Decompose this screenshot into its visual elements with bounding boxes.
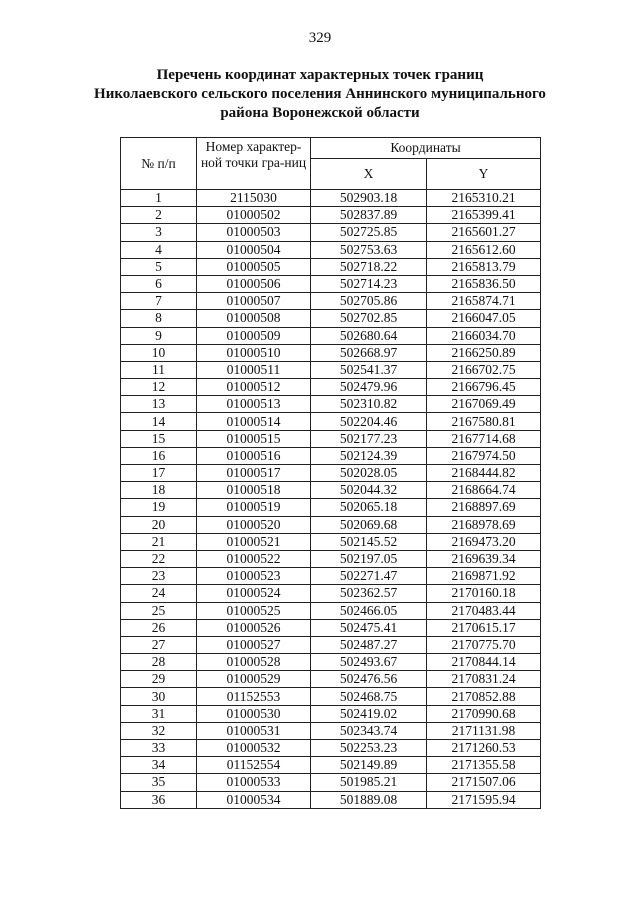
y-coordinate-cell: 2168978.69 <box>427 516 541 533</box>
header-y: Y <box>427 159 541 190</box>
table-row <box>121 275 541 292</box>
point-number-cell: 01152553 <box>197 688 311 705</box>
table-row <box>121 190 541 207</box>
y-coordinate-cell: 2170990.68 <box>427 705 541 722</box>
table-row <box>121 774 541 791</box>
x-coordinate-cell: 502837.89 <box>311 207 427 224</box>
y-coordinate-cell: 2170615.17 <box>427 619 541 636</box>
table-row <box>121 361 541 378</box>
x-coordinate-cell: 502044.32 <box>311 482 427 499</box>
y-coordinate-cell: 2170844.14 <box>427 654 541 671</box>
point-number-cell: 01000518 <box>197 482 311 499</box>
header-row <box>121 138 541 159</box>
row-number-cell: 25 <box>121 602 197 619</box>
y-coordinate-cell: 2165310.21 <box>427 190 541 207</box>
table-row <box>121 550 541 567</box>
x-coordinate-cell: 502493.67 <box>311 654 427 671</box>
y-coordinate-cell: 2170483.44 <box>427 602 541 619</box>
row-number-cell: 9 <box>121 327 197 344</box>
y-coordinate-cell: 2171355.58 <box>427 757 541 774</box>
y-coordinate-cell: 2165399.41 <box>427 207 541 224</box>
row-number-cell: 2 <box>121 207 197 224</box>
point-number-cell: 01000504 <box>197 241 311 258</box>
point-number-cell: 01000524 <box>197 585 311 602</box>
point-number-cell: 01000511 <box>197 361 311 378</box>
row-number-cell: 28 <box>121 654 197 671</box>
point-number-cell: 01000521 <box>197 533 311 550</box>
point-number-cell: 2115030 <box>197 190 311 207</box>
table-row <box>121 671 541 688</box>
row-number-cell: 23 <box>121 568 197 585</box>
table-row <box>121 722 541 739</box>
row-number-cell: 8 <box>121 310 197 327</box>
table-row <box>121 602 541 619</box>
row-number-cell: 32 <box>121 722 197 739</box>
x-coordinate-cell: 502487.27 <box>311 636 427 653</box>
y-coordinate-cell: 2170831.24 <box>427 671 541 688</box>
table-row <box>121 396 541 413</box>
y-coordinate-cell: 2166047.05 <box>427 310 541 327</box>
y-coordinate-cell: 2167974.50 <box>427 447 541 464</box>
y-coordinate-cell: 2168664.74 <box>427 482 541 499</box>
y-coordinate-cell: 2171131.98 <box>427 722 541 739</box>
x-coordinate-cell: 502705.86 <box>311 293 427 310</box>
point-number-cell: 01000525 <box>197 602 311 619</box>
row-number-cell: 13 <box>121 396 197 413</box>
title-line-1: Перечень координат характерных точек границ <box>156 67 484 83</box>
point-number-cell: 01000505 <box>197 258 311 275</box>
row-number-cell: 22 <box>121 550 197 567</box>
x-coordinate-cell: 502253.23 <box>311 740 427 757</box>
point-number-cell: 01000534 <box>197 791 311 808</box>
table-body <box>121 190 541 809</box>
row-number-cell: 20 <box>121 516 197 533</box>
header-x: X <box>311 159 427 190</box>
row-number-cell: 7 <box>121 293 197 310</box>
point-number-cell: 01000528 <box>197 654 311 671</box>
table-row <box>121 740 541 757</box>
x-coordinate-cell: 502419.02 <box>311 705 427 722</box>
y-coordinate-cell: 2171260.53 <box>427 740 541 757</box>
table-row <box>121 705 541 722</box>
x-coordinate-cell: 502476.56 <box>311 671 427 688</box>
row-number-cell: 12 <box>121 379 197 396</box>
row-number-cell: 31 <box>121 705 197 722</box>
x-coordinate-cell: 502310.82 <box>311 396 427 413</box>
x-coordinate-cell: 502714.23 <box>311 275 427 292</box>
point-number-cell: 01152554 <box>197 757 311 774</box>
x-coordinate-cell: 501985.21 <box>311 774 427 791</box>
x-coordinate-cell: 502702.85 <box>311 310 427 327</box>
point-number-cell: 01000527 <box>197 636 311 653</box>
row-number-cell: 21 <box>121 533 197 550</box>
y-coordinate-cell: 2171595.94 <box>427 791 541 808</box>
row-number-cell: 35 <box>121 774 197 791</box>
x-coordinate-cell: 502343.74 <box>311 722 427 739</box>
y-coordinate-cell: 2169871.92 <box>427 568 541 585</box>
document-title <box>60 66 580 123</box>
title-line-3: района Воронежской области <box>220 105 420 121</box>
row-number-cell: 24 <box>121 585 197 602</box>
row-number-cell: 26 <box>121 619 197 636</box>
table-row <box>121 447 541 464</box>
y-coordinate-cell: 2167069.49 <box>427 396 541 413</box>
point-number-cell: 01000509 <box>197 327 311 344</box>
x-coordinate-cell: 502668.97 <box>311 344 427 361</box>
y-coordinate-cell: 2165874.71 <box>427 293 541 310</box>
table-row <box>121 516 541 533</box>
row-number-cell: 4 <box>121 241 197 258</box>
x-coordinate-cell: 502065.18 <box>311 499 427 516</box>
y-coordinate-cell: 2169639.34 <box>427 550 541 567</box>
table-row <box>121 379 541 396</box>
row-number-cell: 3 <box>121 224 197 241</box>
y-coordinate-cell: 2166702.75 <box>427 361 541 378</box>
y-coordinate-cell: 2170852.88 <box>427 688 541 705</box>
y-coordinate-cell: 2167714.68 <box>427 430 541 447</box>
row-number-cell: 30 <box>121 688 197 705</box>
point-number-cell: 01000516 <box>197 447 311 464</box>
point-number-cell: 01000512 <box>197 379 311 396</box>
point-number-cell: 01000532 <box>197 740 311 757</box>
point-number-cell: 01000519 <box>197 499 311 516</box>
table-row <box>121 413 541 430</box>
header-point-number: Номер характер-ной точки гра-ниц <box>197 138 311 190</box>
y-coordinate-cell: 2165601.27 <box>427 224 541 241</box>
x-coordinate-cell: 502466.05 <box>311 602 427 619</box>
x-coordinate-cell: 502718.22 <box>311 258 427 275</box>
row-number-cell: 15 <box>121 430 197 447</box>
header-coordinates: Координаты <box>311 138 541 159</box>
header-row-number: № п/п <box>121 138 197 190</box>
table-row <box>121 344 541 361</box>
y-coordinate-cell: 2166250.89 <box>427 344 541 361</box>
row-number-cell: 14 <box>121 413 197 430</box>
x-coordinate-cell: 502197.05 <box>311 550 427 567</box>
point-number-cell: 01000514 <box>197 413 311 430</box>
table-row <box>121 224 541 241</box>
y-coordinate-cell: 2165813.79 <box>427 258 541 275</box>
row-number-cell: 33 <box>121 740 197 757</box>
table-row <box>121 654 541 671</box>
x-coordinate-cell: 502475.41 <box>311 619 427 636</box>
table-row <box>121 619 541 636</box>
row-number-cell: 1 <box>121 190 197 207</box>
x-coordinate-cell: 502145.52 <box>311 533 427 550</box>
point-number-cell: 01000507 <box>197 293 311 310</box>
row-number-cell: 19 <box>121 499 197 516</box>
y-coordinate-cell: 2169473.20 <box>427 533 541 550</box>
table-row <box>121 207 541 224</box>
point-number-cell: 01000529 <box>197 671 311 688</box>
y-coordinate-cell: 2166034.70 <box>427 327 541 344</box>
table-row <box>121 465 541 482</box>
point-number-cell: 01000515 <box>197 430 311 447</box>
y-coordinate-cell: 2168897.69 <box>427 499 541 516</box>
table-row <box>121 482 541 499</box>
table-row <box>121 688 541 705</box>
table-row <box>121 533 541 550</box>
row-number-cell: 10 <box>121 344 197 361</box>
x-coordinate-cell: 502204.46 <box>311 413 427 430</box>
x-coordinate-cell: 502680.64 <box>311 327 427 344</box>
x-coordinate-cell: 502753.63 <box>311 241 427 258</box>
row-number-cell: 5 <box>121 258 197 275</box>
x-coordinate-cell: 502903.18 <box>311 190 427 207</box>
page-number: 329 <box>308 30 332 46</box>
point-number-cell: 01000531 <box>197 722 311 739</box>
x-coordinate-cell: 502028.05 <box>311 465 427 482</box>
point-number-cell: 01000530 <box>197 705 311 722</box>
table-row <box>121 258 541 275</box>
point-number-cell: 01000517 <box>197 465 311 482</box>
table-row <box>121 568 541 585</box>
row-number-cell: 27 <box>121 636 197 653</box>
point-number-cell: 01000533 <box>197 774 311 791</box>
table-header <box>121 138 541 190</box>
table-row <box>121 499 541 516</box>
table-row <box>121 757 541 774</box>
point-number-cell: 01000506 <box>197 275 311 292</box>
row-number-cell: 18 <box>121 482 197 499</box>
table-row <box>121 430 541 447</box>
point-number-cell: 01000522 <box>197 550 311 567</box>
row-number-cell: 16 <box>121 447 197 464</box>
y-coordinate-cell: 2170160.18 <box>427 585 541 602</box>
row-number-cell: 6 <box>121 275 197 292</box>
point-number-cell: 01000513 <box>197 396 311 413</box>
coordinates-table <box>120 137 541 809</box>
x-coordinate-cell: 502362.57 <box>311 585 427 602</box>
row-number-cell: 34 <box>121 757 197 774</box>
point-number-cell: 01000526 <box>197 619 311 636</box>
table-row <box>121 327 541 344</box>
row-number-cell: 29 <box>121 671 197 688</box>
y-coordinate-cell: 2171507.06 <box>427 774 541 791</box>
table-row <box>121 293 541 310</box>
y-coordinate-cell: 2167580.81 <box>427 413 541 430</box>
point-number-cell: 01000523 <box>197 568 311 585</box>
x-coordinate-cell: 502479.96 <box>311 379 427 396</box>
table-row <box>121 791 541 808</box>
row-number-cell: 17 <box>121 465 197 482</box>
y-coordinate-cell: 2168444.82 <box>427 465 541 482</box>
x-coordinate-cell: 501889.08 <box>311 791 427 808</box>
table-row <box>121 585 541 602</box>
table-row <box>121 241 541 258</box>
point-number-cell: 01000508 <box>197 310 311 327</box>
y-coordinate-cell: 2165836.50 <box>427 275 541 292</box>
x-coordinate-cell: 502725.85 <box>311 224 427 241</box>
y-coordinate-cell: 2165612.60 <box>427 241 541 258</box>
x-coordinate-cell: 502271.47 <box>311 568 427 585</box>
point-number-cell: 01000520 <box>197 516 311 533</box>
point-number-cell: 01000503 <box>197 224 311 241</box>
point-number-cell: 01000502 <box>197 207 311 224</box>
table-row <box>121 636 541 653</box>
x-coordinate-cell: 502177.23 <box>311 430 427 447</box>
y-coordinate-cell: 2166796.45 <box>427 379 541 396</box>
row-number-cell: 11 <box>121 361 197 378</box>
x-coordinate-cell: 502124.39 <box>311 447 427 464</box>
y-coordinate-cell: 2170775.70 <box>427 636 541 653</box>
row-number-cell: 36 <box>121 791 197 808</box>
x-coordinate-cell: 502069.68 <box>311 516 427 533</box>
point-number-cell: 01000510 <box>197 344 311 361</box>
x-coordinate-cell: 502468.75 <box>311 688 427 705</box>
x-coordinate-cell: 502149.89 <box>311 757 427 774</box>
x-coordinate-cell: 502541.37 <box>311 361 427 378</box>
table-row <box>121 310 541 327</box>
title-line-2: Николаевского сельского поселения Аннинского муниципального <box>94 86 546 102</box>
